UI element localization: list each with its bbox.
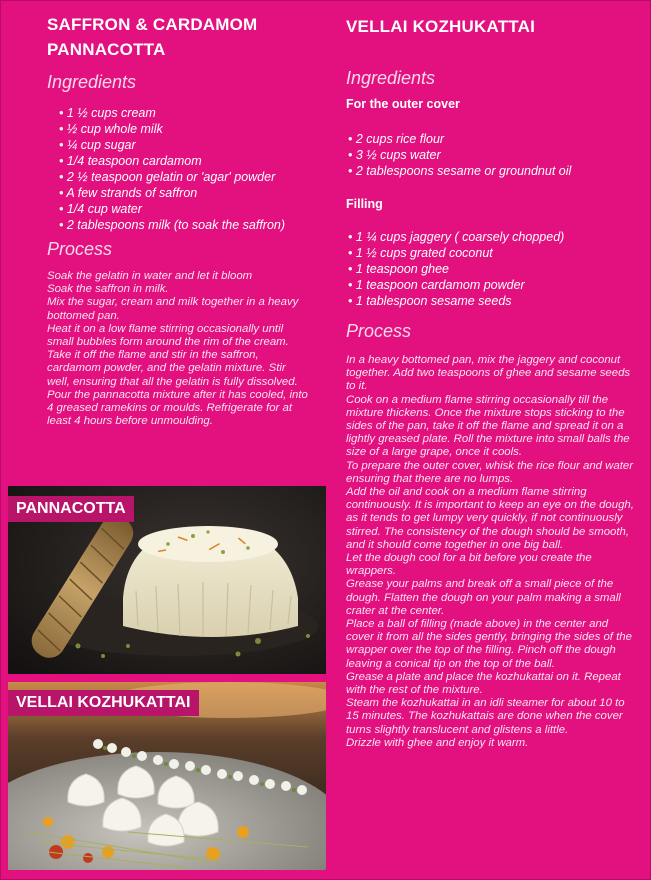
process-step: Cook on a medium flame stirring occasionally till the mixture thickens. Once the mixture stops sticking to the sides of the pan, take it off the flame and spread it on a lightly greased plate. Roll the mixture into small balls the size of a large grape, once it cools. [346,393,630,459]
process-step: Soak the saffron in milk. [47,283,169,296]
pannacotta-ingredients-heading: Ingredients [47,72,137,92]
process-step: In a heavy bottomed pan, mix the jaggery and coconut together. Add two teaspoons of ghee and sesame seeds to it. [346,354,631,393]
pannacotta-ingredients-list [59,105,317,233]
list-item: • 2 tablespoons milk (to soak the saffron) [59,217,317,233]
list-item: • 1/4 cup water [59,201,317,217]
list-item: • 1 teaspoon cardamom powder [348,277,636,293]
pannacotta-recipe [47,12,317,428]
kozhukattai-process-heading: Process [346,321,412,341]
outer-cover-list [348,131,636,179]
pannacotta-photo-label: PANNACOTTA [8,496,134,522]
kozhukattai-title: VELLAI KOZHUKATTAI [346,17,536,36]
process-step: To prepare the outer cover, whisk the rice flour and water ensuring that there are no lumps. [346,459,634,485]
process-step: Pour the pannacotta mixture after it has cooled, into 4 greased ramekins or moulds. Refrigerate for at least 4 hours before unmoulding. [47,388,308,428]
process-step: Soak the gelatin in water and let it bloom [47,270,253,282]
list-item: • 1/4 teaspoon cardamom [59,153,317,169]
list-item: • 1 ½ cups grated coconut [348,245,636,261]
list-item: • ½ cup whole milk [59,121,317,137]
outer-cover-heading: For the outer cover [346,97,460,111]
process-step: Let the dough cool for a bit before you create the wrappers. [346,552,592,578]
kozhukattai-photo [8,682,326,870]
process-step: Add the oil and cook on a medium flame stirring continuously. It is important to keep an eye on the dough, as it tends to get lumpy very quickly, if not continuously stirred. The consistency of the dough should be smooth, and it should come together in one big ball. [346,486,634,551]
list-item: • 1 ¼ cups jaggery ( coarsely chopped) [348,229,636,245]
pannacotta-title: SAFFRON & CARDAMOM PANNACOTTA [47,15,258,59]
list-item: • 2 cups rice flour [348,131,636,147]
list-item: • 1 teaspoon ghee [348,261,636,277]
list-item: • 1 tablespoon sesame seeds [348,293,636,309]
pannacotta-process-heading: Process [47,239,113,259]
list-item: • 1 ½ cups cream [59,105,317,121]
list-item: • A few strands of saffron [59,185,317,201]
process-step: Mix the sugar, cream and milk together in a heavy bottomed pan. [47,296,299,322]
list-item: • 3 ½ cups water [348,147,636,163]
process-step: Heat it on a low flame stirring occasionally until small bubbles form around the rim of the cream. Take it off the flame and stir in the saffron, cardamom powder, and the gelatin mixture. Stir well, ensuring that all the gelatin is fully dissolved. [47,322,298,388]
process-step: Steam the kozhukattai in an idli steamer for about 10 to 15 minutes. The kozhukattais are done when the cover turns slightly translucent and glistens a little. [346,697,625,736]
kozhukattai-recipe [346,14,636,750]
kozhukattai-ingredients-heading: Ingredients [346,68,436,88]
list-item: • ¼ cup sugar [59,137,317,153]
kozhukattai-photo-label: VELLAI KOZHUKATTAI [8,690,199,716]
process-step: Drizzle with ghee and enjoy it warm. [346,736,529,749]
filling-heading: Filling [346,197,383,211]
pannacotta-photo [8,486,326,674]
process-step: Place a ball of filling (made above) in the center and cover it from all the sides gently, bringing the sides of the wrapper over the top of the filling. Pinch off the dough leaving a conical tip on the top of the ball. [346,618,632,670]
list-item: • 2 tablespoons sesame or groundnut oil [348,163,636,179]
process-step: Grease your palms and break off a small piece of the dough. Flatten the dough on your palm making a small crater at the center. [346,578,621,617]
filling-list [348,229,636,309]
list-item: • 2 ½ teaspoon gelatin or 'agar' powder [59,169,317,185]
process-step: Grease a plate and place the kozhukattai on it. Repeat with the rest of the mixture. [346,670,621,697]
